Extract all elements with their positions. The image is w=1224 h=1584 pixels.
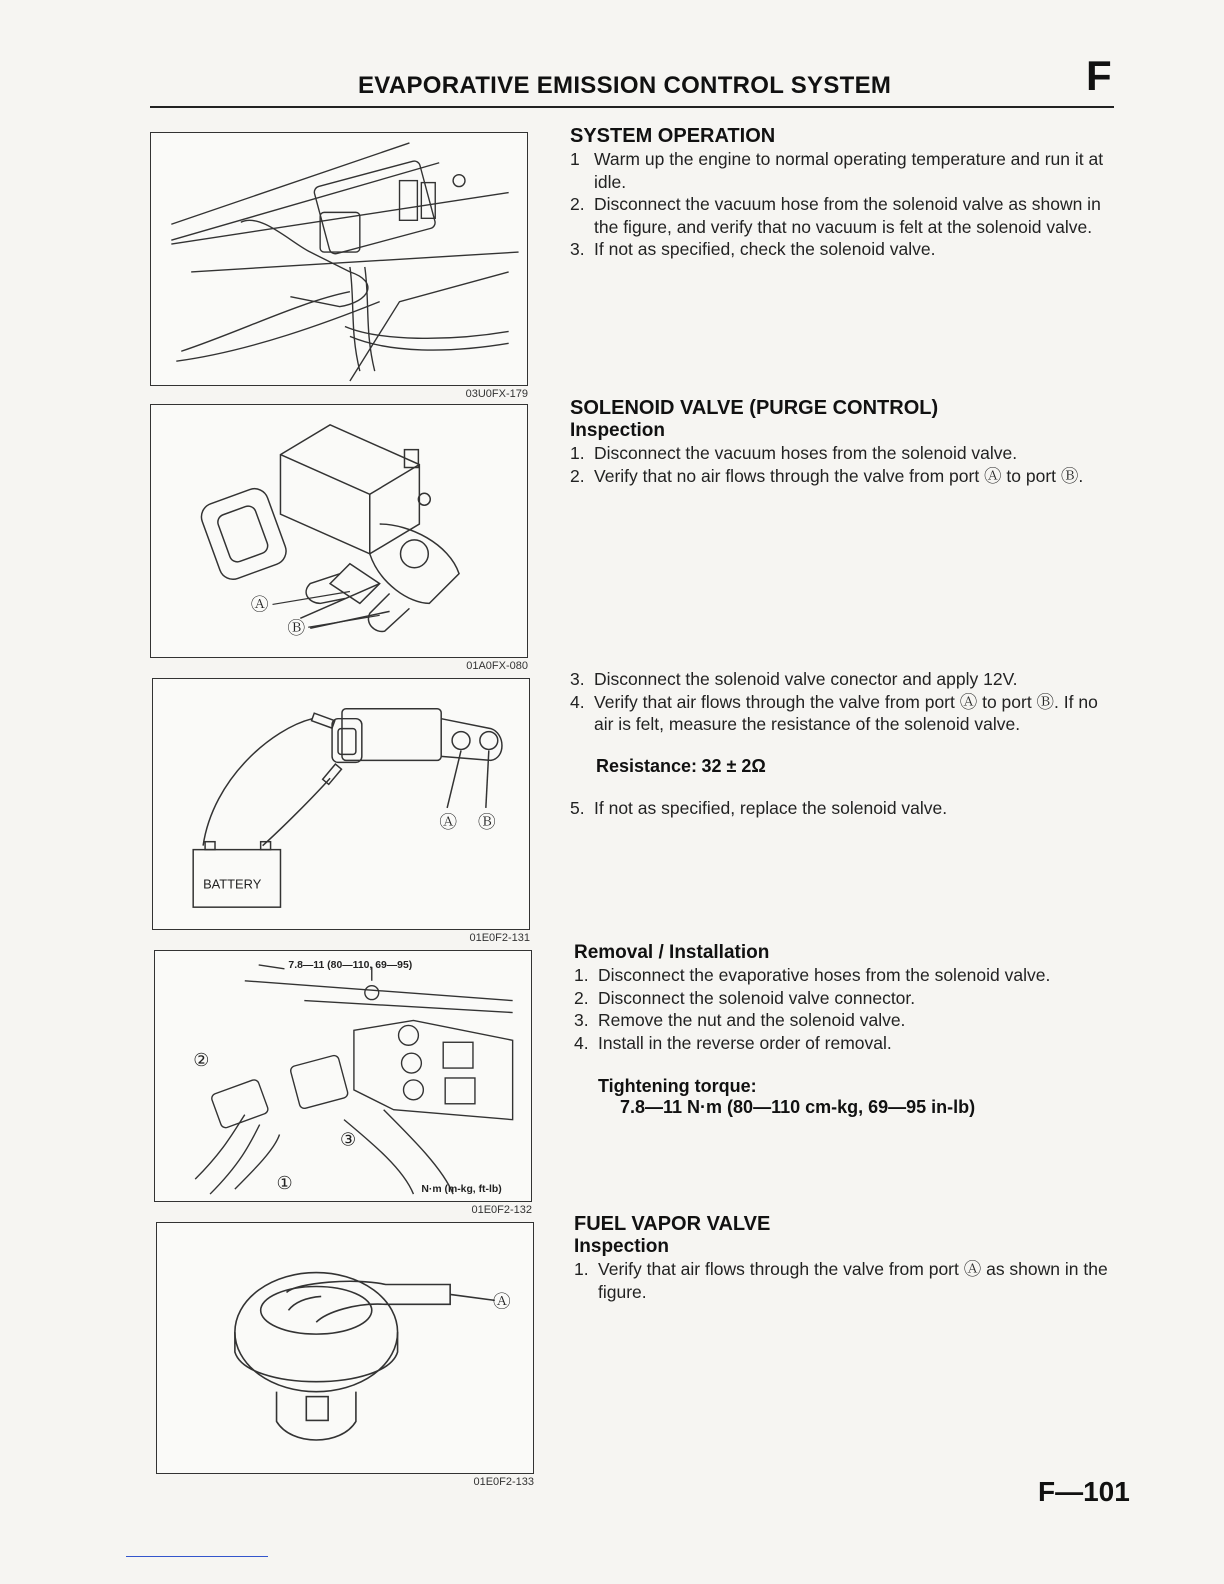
- figure-fuel-vapor-valve: [156, 1222, 534, 1474]
- section-letter: F: [1086, 52, 1112, 99]
- step-number: 3.: [570, 669, 585, 689]
- resistance-label: Resistance:: [596, 755, 698, 776]
- figure-code: 01A0FX-080: [466, 660, 528, 672]
- figure-removal: [154, 950, 532, 1202]
- list-item: [570, 465, 1118, 488]
- step-text: If not as specified, replace the solenoid valve.: [594, 797, 948, 818]
- torque-label: Tightening torque:: [598, 1076, 757, 1096]
- step-text: Disconnect the vacuum hose from the solenoid valve as shown in the figure, and verify that no vacuum is felt at the solenoid valve.: [594, 194, 1101, 237]
- port-b-label: Ⓑ: [477, 811, 496, 832]
- system-operation-heading: SYSTEM OPERATION: [570, 125, 776, 147]
- removal-heading: Removal / Installation: [574, 942, 770, 963]
- figure-code: 01E0F2-132: [471, 1204, 532, 1216]
- solenoid-valve-test-section: [570, 668, 1118, 819]
- step-text: Warm up the engine to normal operating temperature and run it at idle.: [594, 149, 1104, 192]
- list-item: [570, 148, 1118, 193]
- step-number: 3.: [574, 1010, 589, 1030]
- solenoid-test-steps: [570, 668, 1118, 736]
- port-b-label: Ⓑ: [287, 618, 306, 639]
- step-number: 2.: [574, 987, 589, 1008]
- figure-fuel-vapor-valve-drawing: [157, 1223, 533, 1473]
- page-title: EVAPORATIVE EMISSION CONTROL SYSTEM: [358, 72, 892, 99]
- removal-steps: [574, 964, 1122, 1054]
- resistance-spec: [596, 756, 1118, 777]
- step-number: 5.: [570, 797, 585, 818]
- inspection-heading: Inspection: [574, 1236, 670, 1257]
- system-operation-steps: [570, 148, 1118, 261]
- port-a-label: Ⓐ: [439, 811, 458, 832]
- list-item: [574, 1032, 1122, 1055]
- list-item: [570, 193, 1118, 238]
- figure-solenoid-valve-drawing: [151, 405, 527, 657]
- step-number: 1.: [574, 965, 589, 985]
- removal-section: [574, 942, 1122, 1118]
- step-text: Verify that no air flows through the valve from port Ⓐ to port Ⓑ.: [594, 465, 1084, 486]
- list-item: [574, 1009, 1122, 1032]
- figure-code: 03U0FX-179: [465, 388, 528, 400]
- step-text: Disconnect the solenoid valve conector and apply 12V.: [594, 669, 1018, 689]
- solenoid-inspection-steps: [570, 442, 1118, 487]
- step-number: 4.: [570, 691, 585, 712]
- list-item: [570, 668, 1118, 691]
- step-text: Disconnect the evaporative hoses from the solenoid valve.: [598, 965, 1051, 985]
- step-text: Disconnect the solenoid valve connector.: [598, 987, 916, 1008]
- step-number: 1.: [574, 1259, 589, 1279]
- fuel-vapor-valve-section: [574, 1212, 1122, 1303]
- step-text: If not as specified, check the solenoid valve.: [594, 239, 936, 259]
- port-a-label: Ⓐ: [492, 1291, 511, 1312]
- torque-value: 7.8—11 N·m (80—110 cm-kg, 69—95 in-lb): [620, 1097, 976, 1117]
- fuel-vapor-steps: [574, 1258, 1122, 1303]
- solenoid-valve-section: [570, 396, 1118, 487]
- callout-1: ①: [276, 1173, 293, 1194]
- torque-spec: [598, 1076, 1122, 1118]
- port-a-label: Ⓐ: [250, 594, 269, 615]
- step-number: 2.: [570, 465, 585, 486]
- list-item: [574, 1258, 1122, 1303]
- figure-vacuum-hose: [150, 132, 528, 386]
- resistance-value: 32 ± 2Ω: [701, 755, 766, 776]
- figure-code: 01E0F2-133: [473, 1476, 534, 1488]
- list-item: [574, 964, 1122, 987]
- callout-2: ②: [193, 1050, 210, 1071]
- solenoid-valve-heading: SOLENOID VALVE (PURGE CONTROL): [570, 397, 939, 419]
- step-text: Remove the nut and the solenoid valve.: [598, 1010, 906, 1030]
- inspection-heading: Inspection: [570, 420, 666, 441]
- step-text: Verify that air flows through the valve from port Ⓐ to port Ⓑ. If no air is felt, measure the resistance of the solenoid valve.: [594, 691, 1098, 734]
- step-number: 3.: [570, 239, 585, 259]
- figure-battery-test-drawing: [153, 679, 529, 929]
- step-number: 2.: [570, 194, 585, 214]
- torque-callout: 7.8—11 (80—110, 69—95): [288, 959, 413, 971]
- battery-label: BATTERY: [203, 876, 262, 892]
- list-item: [570, 238, 1118, 261]
- figure-code: 01E0F2-131: [469, 932, 530, 944]
- footer-link-underline: [126, 1556, 268, 1557]
- figure-battery-test: [152, 678, 530, 930]
- step-text: Install in the reverse order of removal.: [598, 1032, 892, 1053]
- callout-3: ③: [340, 1129, 357, 1150]
- step-number: 1: [570, 149, 580, 169]
- system-operation-section: [570, 124, 1118, 261]
- list-item: [570, 442, 1118, 465]
- fuel-vapor-valve-heading: FUEL VAPOR VALVE: [574, 1213, 771, 1235]
- page-number: F—101: [1038, 1476, 1130, 1507]
- header-rule: [150, 106, 1114, 108]
- step-number: 4.: [574, 1032, 589, 1053]
- solenoid-final-steps: [570, 797, 1118, 820]
- step-text: Verify that air flows through the valve from port Ⓐ as shown in the figure.: [598, 1259, 1108, 1302]
- figure-vacuum-hose-drawing: [151, 133, 527, 385]
- unit-label: N·m (m-kg, ft-lb): [421, 1184, 502, 1196]
- list-item: [574, 987, 1122, 1010]
- figure-removal-drawing: [155, 951, 531, 1201]
- list-item: [570, 797, 1118, 820]
- list-item: [570, 691, 1118, 736]
- figure-solenoid-valve: [150, 404, 528, 658]
- step-number: 1.: [570, 443, 585, 463]
- step-text: Disconnect the vacuum hoses from the solenoid valve.: [594, 443, 1018, 463]
